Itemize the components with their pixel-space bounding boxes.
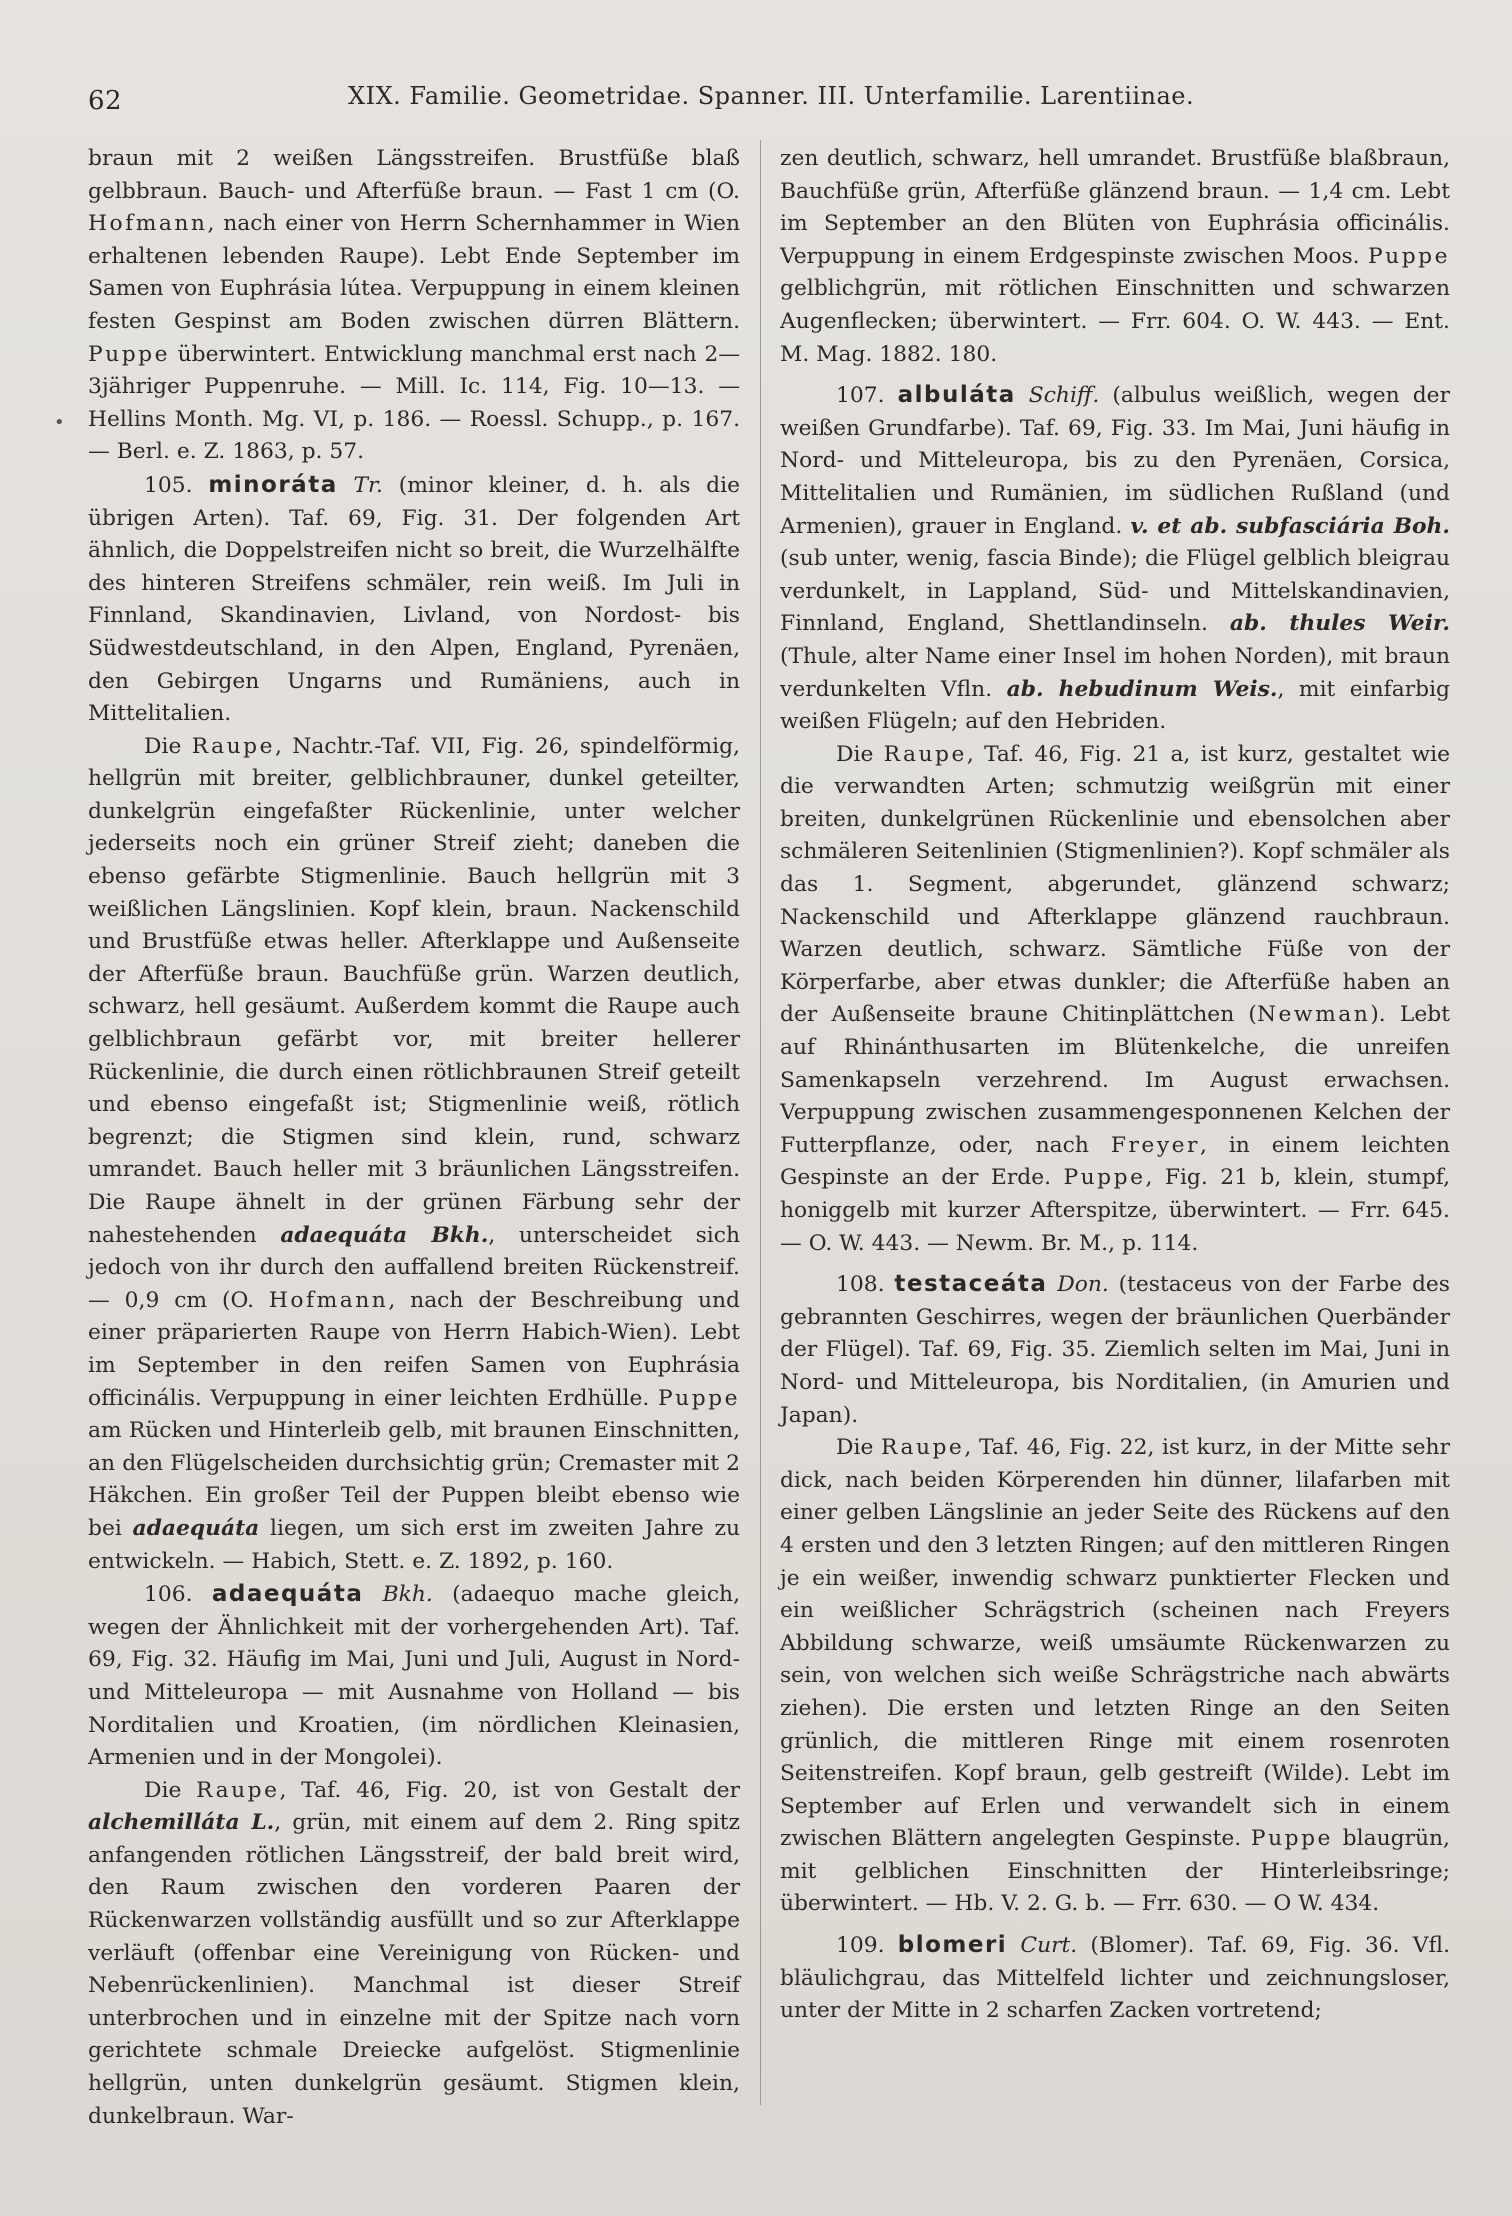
paragraph: zen deutlich, schwarz, hell umrandet. Brustfüße blaßbraun, Bauchfüße grün, Afterfüße glänzend braun. — 1,4 cm. Lebt im September an den Blüten von Euphrásia officinális. Verpuppung in einem Erdgespinste zwischen Moos. Puppe gelblichgrün, mit rötlichen Einschnitten und schwarzen Augenflecken; überwintert. — Frr. 604. O. W. 443. — Ent. M. Mag. 1882. 180. — [780, 146, 1450, 367]
column-divider — [760, 140, 761, 2105]
paragraph: Die Raupe, Taf. 46, Fig. 20, ist von Gestalt der alchemilláta L., grün, mit einem auf dem 2. Ring spitz anfangenden rötlichen Längsstreif, der bald breit wird, den Raum zwischen den vorderen Paaren der Rückenwarzen vollständig ausfüllt und so zur Afterklappe verläuft (offenbar eine Vereinigung von Rücken- und Nebenrückenlinien). Manchmal ist dieser Streif unterbrochen und in einzelne mit der Spitze nach vorn gerichtete schmale Dreiecke aufgelöst. Stigmenlinie hellgrün, unten dunkelgrün gesäumt. Stigmen klein, dunkelbraun. War- — [88, 1777, 740, 2129]
left-column — [88, 143, 740, 2133]
species-name: minoráta — [208, 471, 338, 498]
entry-105: 105. minoráta Tr. (minor kleiner, d. h. als die übrigen Arten). Taf. 69, Fig. 31. Der folgenden Art ähnlich, die Doppelstreifen nicht so breit, die Wurzelhälfte des hinteren Streifens schmäler, rein weiß. Im Juli in Finnland, Skandinavien, Livland, von Nordost- bis Südwestdeutschland, in den Alpen, England, Pyrenäen, den Gebirgen Ungarns und Rumäniens, auch in Mittelitalien. — [88, 471, 741, 727]
margin-dot: • — [54, 412, 65, 433]
entry-106: 106. adaequáta Bkh. (adaequo mache gleich, wegen der Ähnlichkeit mit der vorhergehenden Art). Taf. 69, Fig. 32. Häufig im Mai, Juni und Juli, August in Nord- und Mitteleuropa — mit Ausnahme von Holland — bis Norditalien und Kroatien, (im nördlichen Kleinasien, Armenien und in der Mongolei). — [88, 1581, 740, 1771]
paragraph: braun mit 2 weißen Längsstreifen. Brustfüße blaß gelbbraun. Bauch- und Afterfüße braun. — Fast 1 cm (O. Hofmann, nach einer von Herrn Schernhammer in Wien erhaltenen lebenden Raupe). Lebt Ende September im Samen von Euphrásia lútea. Verpuppung in einem kleinen festen Gespinst am Boden zwischen dürren Blättern. Puppe überwintert. Entwicklung manchmal erst nach 2—3jähriger Puppenruhe. — Mill. Ic. 114, Fig. 10—13. — Hellins Month. Mg. VI, p. 186. — Roessl. Schupp., p. 167. — Berl. e. Z. 1863, p. 57. — [88, 146, 740, 465]
paragraph: Die Raupe, Taf. 46, Fig. 21 a, ist kurz, gestaltet wie die verwandten Arten; schmutzig weißgrün mit einer breiten, dunkelgrünen Rückenlinie und ebensolchen aber schmäleren Seitenlinien (Stigmenlinien?). Kopf schmäler als das 1. Segment, abgerundet, glänzend schwarz; Nackenschild und Afterklappe glänzend rauchbraun. Warzen deutlich, schwarz. Sämtliche Füße von der Körperfarbe, aber etwas dunkler; die Afterfüße haben an der Außenseite braune Chitinplättchen (Newman). Lebt auf Rhinánthusarten im Blütenkelche, die unreifen Samenkapseln verzehrend. Im August erwachsen. Verpuppung zwischen zusammengesponnenen Kelchen der Futterpflanze, oder, nach Freyer, in einem leichten Gespinste an der Erde. Puppe, Fig. 21 b, klein, stumpf, honiggelb mit kurzer Afterspitze, überwintert. — Frr. 645. — O. W. 443. — Newm. Br. M., p. 114. — [780, 741, 1451, 1256]
entry-108: 108. testaceáta Don. (testaceus von der Farbe des gebrannten Geschirres, wegen der bräunlichen Querbänder der Flügel). Taf. 69, Fig. 35. Ziemlich selten im Mai, Juni in Nord- und Mitteleuropa, bis Norditalien, (in Amurien und Japan). — [780, 1271, 1450, 1428]
species-name: adaequáta — [211, 1581, 364, 1608]
page-number: 62 — [88, 86, 123, 116]
paragraph: Die Raupe, Nachtr.-Taf. VII, Fig. 26, spindelförmig, hellgrün mit breiter, gelblichbrauner, dunkel geteilter, dunkelgrün eingefaßter Rückenlinie, unter welcher jederseits noch ein grüner Streif zieht; daneben die ebenso gefärbte Stigmenlinie. Bauch hellgrün mit 3 weißlichen Längslinien. Kopf klein, braun. Nackenschild und Brustfüße etwas heller. Afterklappe und Außenseite der Afterfüße braun. Bauchfüße grün. Warzen deutlich, schwarz, hell gesäumt. Außerdem kommt die Raupe auch gelblichbraun gefärbt vor, mit breiter hellerer Rückenlinie, die durch einen rötlichbraunen Streif geteilt und ebenso eingefaßt ist; Stigmenlinie weiß, rötlich begrenzt; die Stigmen sind klein, rund, schwarz umrandet. Bauch heller mit 3 bräunlichen Längsstreifen. Die Raupe ähnelt in der grünen Färbung sehr der nahestehenden adaequáta Bkh., unterscheidet sich jedoch von ihr durch den auffallend breiten Rückenstreif. — 0,9 cm (O. Hofmann, nach der Beschreibung und einer präparierten Raupe von Herrn Habich-Wien). Lebt im September in den reifen Samen von Euphrásia officinális. Verpuppung in einer leichten Erdhülle. Puppe am Rücken und Hinterleib gelb, mit braunen Einschnitten, an den Flügelscheiden durchsichtig grün; Cremaster mit 2 Häkchen. Ein großer Teil der Puppen bleibt ebenso wie bei adaequáta liegen, um sich erst im zweiten Jahre zu entwickeln. — Habich, Stett. e. Z. 1892, p. 160. — [88, 733, 740, 1574]
running-header — [88, 80, 1458, 122]
species-name: blomeri — [897, 1932, 1008, 1959]
right-column — [780, 143, 1450, 2028]
species-name: albuláta — [897, 382, 1016, 409]
running-title: XIX. Familie. Geometridae. Spanner. III. Unterfamilie. Larentiinae. — [348, 82, 1195, 110]
paragraph: Die Raupe, Taf. 46, Fig. 22, ist kurz, in der Mitte sehr dick, nach beiden Körperenden hin dünner, lilafarben mit einer gelben Längslinie an jeder Seite des Rückens auf den 4 ersten und den 3 letzten Ringen; auf den mittleren Ringen je ein weißer, inwendig schwarz punktierter Flecken und ein weißlicher Schrägstrich (scheinen nach Freyers Abbildung schwarze, weiß umsäumte Rückenwarzen zu sein, von welchen sich weiße Schrägstriche nach abwärts ziehen). Die ersten und letzten Ringe an den Seiten grünlich, die mittleren Ringe mit einem rosenroten Seitenstreifen. Kopf braun, gelb gestreift (Wilde). Lebt im September auf Erlen und verwandelt sich in einem zwischen Blättern angelegten Gespinste. Puppe blaugrün, mit gelblichen Einschnitten der Hinterleibsringe; überwintert. — Hb. V. 2. G. b. — Frr. 630. — O W. 434. — [780, 1435, 1450, 1917]
entry-109: 109. blomeri Curt. (Blomer). Taf. 69, Fig. 36. Vfl. bläulichgrau, das Mittelfeld lichter und zeichnungsloser, unter der Mitte in 2 scharfen Zacken vortretend; — [780, 1932, 1450, 2024]
entry-107: 107. albuláta Schiff. (albulus weißlich, wegen der weißen Grundfarbe). Taf. 69, Fig. 33. Im Mai, Juni häufig in Nord- und Mitteleuropa, bis zu den Pyrenäen, Corsica, Mittelitalien und Rumänien, im südlichen Rußland (und Armenien), grauer in England. v. et ab. subfasciária Boh. (sub unter, wenig, fascia Binde); die Flügel gelblich bleigrau verdunkelt, in Lappland, Süd- und Mittelskandinavien, Finnland, England, Shettlandinseln. ab. thules Weir. (Thule, alter Name einer Insel im hohen Norden), mit braun verdunkelten Vfln. ab. hebudinum Weis., mit einfarbig weißen Flügeln; auf den Hebriden. — [780, 382, 1451, 735]
species-name: testaceáta — [894, 1271, 1048, 1298]
